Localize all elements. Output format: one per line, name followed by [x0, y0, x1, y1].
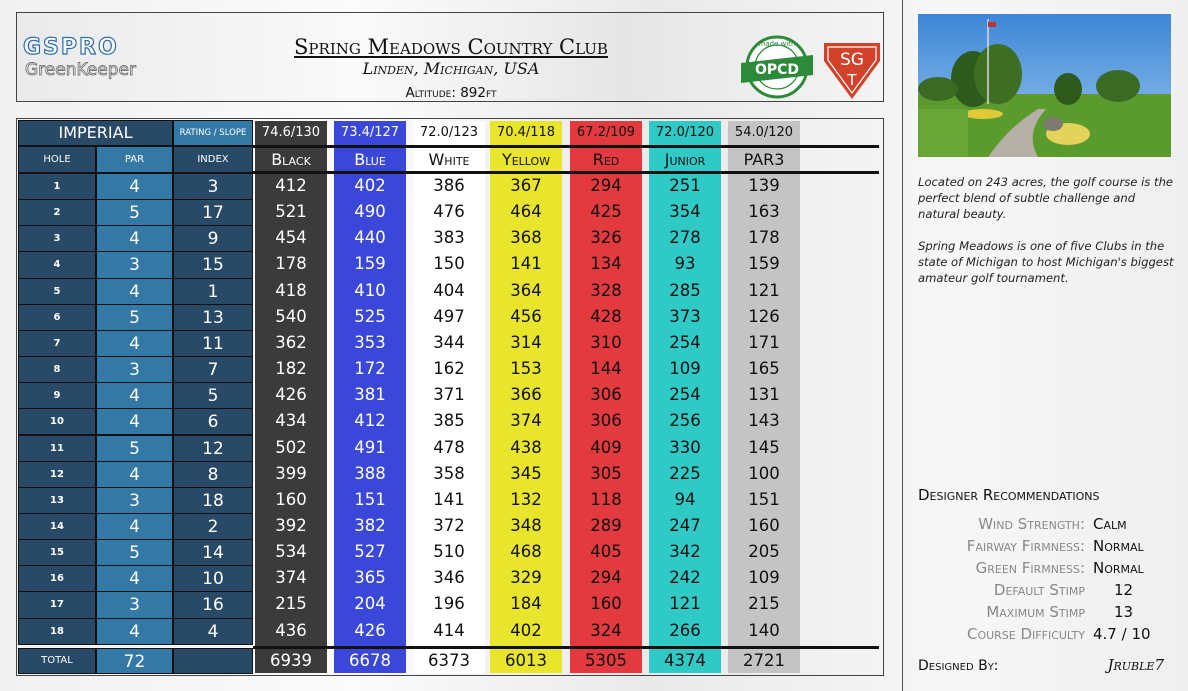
yardage-black-hole-9: 426	[275, 385, 307, 405]
yardage-yellow-hole-13: 132	[510, 489, 542, 509]
yardage-blue-hole-6: 525	[354, 306, 386, 326]
hole-number-3: 3	[18, 225, 96, 252]
yardage-par3-hole-5: 121	[748, 280, 780, 300]
yardage-white-hole-17: 196	[433, 594, 465, 614]
hole-number-12: 12	[18, 461, 96, 488]
hole-par-18: 4	[96, 618, 173, 645]
course-description-2: Spring Meadows is one of five Clubs in the state of Michigan to host Michigan's biggest amateur golf tournament.	[918, 239, 1174, 285]
yardage-black-hole-16: 374	[275, 568, 307, 588]
tee-total-yellow: 6013	[505, 651, 547, 670]
yardage-black-hole-6: 540	[275, 306, 307, 326]
col-index-header: INDEX	[173, 146, 253, 173]
tee-name-junior: Junior	[664, 150, 706, 169]
sgt-logo-icon	[820, 39, 884, 103]
yardage-junior-hole-12: 225	[669, 463, 701, 483]
header-rule-top	[253, 145, 879, 148]
course-photo	[918, 14, 1171, 157]
yardage-yellow-hole-9: 366	[510, 385, 542, 405]
yardage-par3-hole-10: 143	[748, 411, 780, 431]
yardage-red-hole-18: 324	[590, 620, 622, 640]
designer-name: Jruble7	[1107, 656, 1164, 674]
yardage-junior-hole-15: 342	[669, 542, 701, 562]
yardage-blue-hole-8: 172	[354, 359, 386, 379]
yardage-black-hole-2: 521	[275, 202, 307, 222]
yardage-white-hole-5: 404	[433, 280, 465, 300]
yardage-red-hole-11: 409	[590, 437, 622, 457]
yardage-red-hole-1: 294	[590, 176, 622, 195]
hole-number-13: 13	[18, 487, 96, 514]
hole-index-13: 18	[173, 487, 253, 514]
yardage-yellow-hole-2: 464	[510, 202, 542, 222]
hole-number-5: 5	[18, 278, 96, 305]
yardage-white-hole-6: 497	[433, 306, 465, 326]
yardage-red-hole-9: 306	[590, 385, 622, 405]
hole-par-12: 4	[96, 461, 173, 488]
hole-par-15: 5	[96, 539, 173, 566]
hole-index-11: 12	[173, 435, 253, 462]
yardage-blue-hole-15: 527	[354, 542, 386, 562]
tee-total-black: 6939	[270, 651, 312, 670]
hole-number-11: 11	[18, 435, 96, 462]
yardage-blue-hole-16: 365	[354, 568, 386, 588]
yardage-red-hole-7: 310	[590, 332, 622, 352]
tee-total-red: 5305	[585, 651, 627, 670]
yardage-blue-hole-4: 159	[354, 254, 386, 274]
units-label: IMPERIAL	[18, 120, 173, 146]
yardage-blue-hole-13: 151	[354, 489, 386, 509]
tee-name-black: Black	[271, 150, 311, 169]
yardage-par3-hole-16: 109	[748, 568, 780, 588]
rec-value-4: 13	[1114, 603, 1134, 621]
hole-par-7: 4	[96, 330, 173, 357]
yardage-black-hole-5: 418	[275, 280, 307, 300]
hole-index-3: 9	[173, 225, 253, 252]
yardage-yellow-hole-14: 348	[510, 515, 542, 535]
hole-index-9: 5	[173, 382, 253, 409]
yardage-yellow-hole-11: 438	[510, 437, 542, 457]
tee-rating-black: 74.6/130	[261, 125, 321, 140]
total-par: 72	[96, 648, 173, 674]
yardage-yellow-hole-4: 141	[510, 254, 542, 274]
hole-index-15: 14	[173, 539, 253, 566]
yardage-par3-hole-6: 126	[748, 306, 780, 326]
yardage-white-hole-16: 346	[433, 568, 465, 588]
hole-number-6: 6	[18, 304, 96, 331]
hole-number-1: 1	[18, 173, 96, 200]
yardage-white-hole-18: 414	[433, 620, 465, 640]
yardage-black-hole-3: 454	[275, 228, 307, 248]
yardage-junior-hole-11: 330	[669, 437, 701, 457]
yardage-red-hole-2: 425	[590, 202, 622, 222]
yardage-black-hole-11: 502	[275, 437, 307, 457]
yardage-yellow-hole-7: 314	[510, 332, 542, 352]
yardage-blue-hole-1: 402	[354, 176, 386, 195]
yardage-junior-hole-3: 278	[669, 228, 701, 248]
yardage-junior-hole-2: 354	[669, 202, 701, 222]
rec-label-3: Default Stimp	[993, 581, 1085, 599]
hole-index-6: 13	[173, 304, 253, 331]
yardage-white-hole-13: 141	[433, 489, 465, 509]
yardage-black-hole-17: 215	[275, 594, 307, 614]
hole-par-11: 5	[96, 435, 173, 462]
yardage-par3-hole-9: 131	[748, 385, 780, 405]
yardage-blue-hole-12: 388	[354, 463, 386, 483]
yardage-junior-hole-8: 109	[669, 359, 701, 379]
hole-number-10: 10	[18, 408, 96, 435]
yardage-red-hole-16: 294	[590, 568, 622, 588]
yardage-white-hole-1: 386	[433, 176, 465, 195]
yardage-red-hole-5: 328	[590, 280, 622, 300]
yardage-blue-hole-18: 426	[354, 620, 386, 640]
hole-par-16: 4	[96, 565, 173, 592]
rec-label-0: Wind Strength:	[978, 515, 1085, 533]
yardage-par3-hole-8: 165	[748, 359, 780, 379]
yardage-yellow-hole-10: 374	[510, 411, 542, 431]
yardage-junior-hole-10: 256	[669, 411, 701, 431]
tee-rating-yellow: 70.4/118	[496, 125, 556, 140]
yardage-white-hole-3: 383	[433, 228, 465, 248]
course-location: Linden, Michigan, USA	[362, 59, 540, 78]
yardage-blue-hole-3: 440	[354, 228, 386, 248]
yardage-yellow-hole-18: 402	[510, 620, 542, 640]
yardage-red-hole-17: 160	[590, 594, 622, 614]
yardage-blue-hole-14: 382	[354, 515, 386, 535]
hole-number-8: 8	[18, 356, 96, 383]
hole-par-13: 3	[96, 487, 173, 514]
yardage-red-hole-12: 305	[590, 463, 622, 483]
hole-number-7: 7	[18, 330, 96, 357]
yardage-white-hole-4: 150	[433, 254, 465, 274]
course-title: Spring Meadows Country Club	[294, 35, 608, 59]
hole-par-3: 4	[96, 225, 173, 252]
hole-number-17: 17	[18, 591, 96, 618]
hole-index-4: 15	[173, 251, 253, 278]
tee-name-blue: Blue	[354, 150, 386, 169]
yardage-yellow-hole-5: 364	[510, 280, 542, 300]
yardage-white-hole-2: 476	[433, 202, 465, 222]
altitude-value: 892ft	[460, 85, 497, 101]
yardage-junior-hole-6: 373	[669, 306, 701, 326]
yardage-yellow-hole-12: 345	[510, 463, 542, 483]
yardage-junior-hole-4: 93	[674, 254, 696, 274]
yardage-yellow-hole-6: 456	[510, 306, 542, 326]
yardage-par3-hole-13: 151	[748, 489, 780, 509]
tee-total-junior: 4374	[664, 651, 706, 670]
total-index	[173, 648, 253, 674]
yardage-blue-hole-10: 412	[354, 411, 386, 431]
yardage-red-hole-15: 405	[590, 542, 622, 562]
rec-label-4: Maximum Stimp	[986, 603, 1085, 621]
rec-value-1: Normal	[1093, 537, 1144, 555]
rec-value-3: 12	[1114, 581, 1134, 599]
yardage-black-hole-15: 534	[275, 542, 307, 562]
hole-number-15: 15	[18, 539, 96, 566]
rec-value-0: Calm	[1093, 515, 1127, 533]
sgt-bottom: T	[847, 71, 857, 89]
yardage-black-hole-4: 178	[275, 254, 307, 274]
sgt-top: SG	[840, 50, 864, 70]
hole-number-18: 18	[18, 618, 96, 645]
yardage-yellow-hole-17: 184	[510, 594, 542, 614]
yardage-white-hole-7: 344	[433, 332, 465, 352]
yardage-black-hole-10: 434	[275, 411, 307, 431]
total-label: TOTAL	[18, 648, 96, 674]
rec-value-5: 4.7 / 10	[1093, 625, 1151, 643]
yardage-black-hole-12: 399	[275, 463, 307, 483]
yardage-blue-hole-17: 204	[354, 594, 386, 614]
opcd-badge-icon	[739, 33, 815, 101]
yardage-white-hole-15: 510	[433, 542, 465, 562]
yardage-par3-hole-11: 145	[748, 437, 780, 457]
yardage-yellow-hole-3: 368	[510, 228, 542, 248]
hole-par-5: 4	[96, 278, 173, 305]
hole-par-14: 4	[96, 513, 173, 540]
yardage-par3-hole-12: 100	[748, 463, 780, 483]
hole-index-16: 10	[173, 565, 253, 592]
yardage-junior-hole-17: 121	[669, 594, 701, 614]
yardage-yellow-hole-1: 367	[510, 176, 542, 195]
col-hole-header: HOLE	[18, 146, 96, 173]
hole-par-4: 3	[96, 251, 173, 278]
yardage-white-hole-14: 372	[433, 515, 465, 535]
hole-index-1: 3	[173, 173, 253, 200]
rec-label-2: Green Firmness:	[975, 559, 1085, 577]
hole-par-10: 4	[96, 408, 173, 435]
tee-rating-red: 67.2/109	[576, 125, 636, 140]
yardage-junior-hole-9: 254	[669, 385, 701, 405]
yardage-par3-hole-18: 140	[748, 620, 780, 640]
hole-par-1: 4	[96, 173, 173, 200]
yardage-white-hole-8: 162	[433, 359, 465, 379]
tee-rating-blue: 73.4/127	[340, 125, 400, 140]
hole-index-18: 4	[173, 618, 253, 645]
hole-index-8: 7	[173, 356, 253, 383]
hole-index-10: 6	[173, 408, 253, 435]
tee-rating-par3: 54.0/120	[734, 125, 794, 140]
yardage-blue-hole-9: 381	[354, 385, 386, 405]
yardage-junior-hole-16: 242	[669, 568, 701, 588]
greenkeeper-logo: GreenKeeper	[25, 60, 136, 80]
altitude-label: Altitude:	[405, 85, 456, 101]
hole-number-2: 2	[18, 199, 96, 226]
yardage-par3-hole-4: 159	[748, 254, 780, 274]
yardage-black-hole-1: 412	[275, 176, 307, 195]
tee-name-red: Red	[592, 150, 620, 169]
yardage-junior-hole-13: 94	[674, 489, 696, 509]
rating-slope-label: RATING / SLOPE	[173, 120, 253, 146]
col-par-header: PAR	[96, 146, 173, 173]
yardage-par3-hole-3: 178	[748, 228, 780, 248]
tee-name-yellow: Yellow	[501, 150, 551, 169]
yardage-par3-hole-14: 160	[748, 515, 780, 535]
yardage-red-hole-3: 326	[590, 228, 622, 248]
hole-number-4: 4	[18, 251, 96, 278]
rec-value-2: Normal	[1093, 559, 1144, 577]
yardage-yellow-hole-15: 468	[510, 542, 542, 562]
yardage-black-hole-8: 182	[275, 359, 307, 379]
yardage-white-hole-9: 371	[433, 385, 465, 405]
hole-index-2: 17	[173, 199, 253, 226]
yardage-yellow-hole-16: 329	[510, 568, 542, 588]
yardage-junior-hole-1: 251	[669, 176, 701, 195]
total-rule	[253, 646, 879, 649]
hole-par-9: 4	[96, 382, 173, 409]
yardage-par3-hole-15: 205	[748, 542, 780, 562]
yardage-black-hole-13: 160	[275, 489, 307, 509]
hole-index-14: 2	[173, 513, 253, 540]
hole-index-7: 11	[173, 330, 253, 357]
recommendations-title: Designer Recommendations	[918, 486, 1100, 504]
hole-index-12: 8	[173, 461, 253, 488]
yardage-white-hole-11: 478	[433, 437, 465, 457]
yardage-blue-hole-7: 353	[354, 332, 386, 352]
tee-name-par3: PAR3	[743, 150, 785, 169]
hole-index-5: 1	[173, 278, 253, 305]
hole-par-17: 3	[96, 591, 173, 618]
rec-label-5: Course Difficulty	[966, 625, 1085, 643]
hole-par-8: 3	[96, 356, 173, 383]
yardage-red-hole-10: 306	[590, 411, 622, 431]
gspro-logo: GSPRO	[23, 35, 119, 60]
yardage-blue-hole-5: 410	[354, 280, 386, 300]
yardage-junior-hole-14: 247	[669, 515, 701, 535]
yardage-white-hole-12: 358	[433, 463, 465, 483]
rec-label-1: Fairway Firmness:	[966, 537, 1085, 555]
hole-par-6: 5	[96, 304, 173, 331]
yardage-par3-hole-1: 139	[748, 176, 780, 195]
yardage-blue-hole-2: 490	[354, 202, 386, 222]
yardage-blue-hole-11: 491	[354, 437, 386, 457]
tee-total-white: 6373	[428, 651, 470, 670]
tee-total-par3: 2721	[743, 651, 785, 670]
hole-index-17: 16	[173, 591, 253, 618]
yardage-red-hole-14: 289	[590, 515, 622, 535]
tee-rating-junior: 72.0/120	[655, 125, 715, 140]
yardage-yellow-hole-8: 153	[510, 359, 542, 379]
yardage-red-hole-4: 134	[590, 254, 622, 274]
hole-number-14: 14	[18, 513, 96, 540]
tee-rating-white: 72.0/123	[419, 125, 479, 140]
yardage-red-hole-6: 428	[590, 306, 622, 326]
designed-by-label: Designed By:	[918, 658, 999, 674]
yardage-junior-hole-5: 285	[669, 280, 701, 300]
yardage-black-hole-14: 392	[275, 515, 307, 535]
yardage-red-hole-8: 144	[590, 359, 622, 379]
tee-name-white: White	[428, 150, 470, 169]
yardage-white-hole-10: 385	[433, 411, 465, 431]
tee-total-blue: 6678	[349, 651, 391, 670]
yardage-par3-hole-7: 171	[748, 332, 780, 352]
opcd-ring-text: made with	[758, 40, 796, 48]
course-description: Located on 243 acres, the golf course is the perfect blend of subtle challenge and natural beauty.	[918, 175, 1174, 221]
yardage-junior-hole-7: 254	[669, 332, 701, 352]
yardage-black-hole-7: 362	[275, 332, 307, 352]
scorecard-header	[16, 12, 884, 102]
yardage-black-hole-18: 436	[275, 620, 307, 640]
yardage-par3-hole-2: 163	[748, 202, 780, 222]
hole-number-9: 9	[18, 382, 96, 409]
hole-par-2: 5	[96, 199, 173, 226]
yardage-red-hole-13: 118	[590, 489, 622, 509]
yardage-junior-hole-18: 266	[669, 620, 701, 640]
hole-number-16: 16	[18, 565, 96, 592]
yardage-par3-hole-17: 215	[748, 594, 780, 614]
opcd-text: OPCD	[754, 62, 800, 78]
